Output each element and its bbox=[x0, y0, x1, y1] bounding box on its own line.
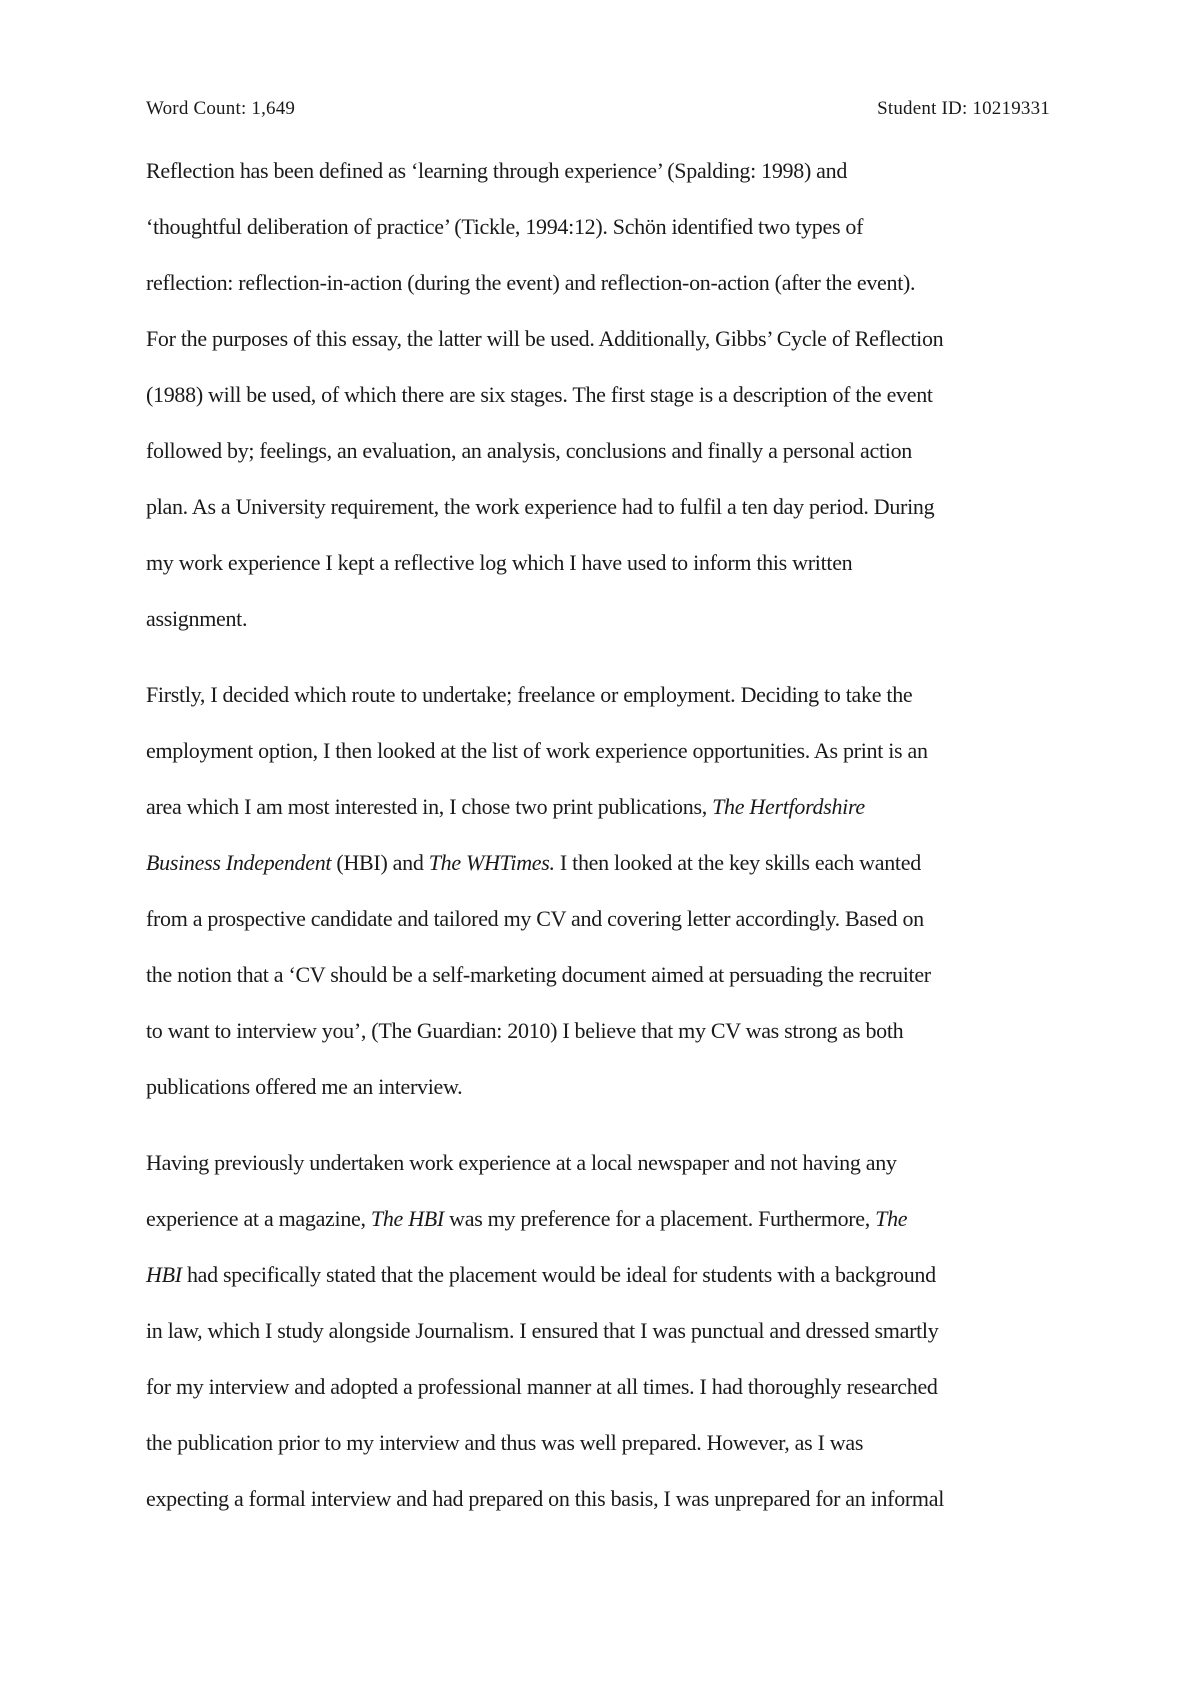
word-count: Word Count: 1,649 bbox=[146, 98, 296, 119]
paragraph-3 bbox=[146, 1135, 1066, 1527]
text-run: I then looked at the key skills each wanted bbox=[554, 850, 921, 875]
text-line: assignment. bbox=[146, 606, 248, 631]
text-line: Firstly, I decided which route to undertake; freelance or employment. Deciding to take the bbox=[146, 682, 913, 707]
paragraph-2 bbox=[146, 667, 1066, 1115]
publication-title: The Hertfordshire bbox=[712, 794, 865, 819]
text-run: was my preference for a placement. Furthermore, bbox=[443, 1206, 870, 1231]
publication-title: The HBI bbox=[370, 1206, 444, 1231]
text-line: in law, which I study alongside Journalism. I ensured that I was punctual and dressed smartly bbox=[146, 1318, 939, 1343]
text-line bbox=[146, 1191, 1066, 1247]
paragraph-gap bbox=[146, 1115, 1066, 1135]
text-line: my work experience I kept a reflective log which I have used to inform this written bbox=[146, 550, 853, 575]
text-line bbox=[146, 835, 1066, 891]
text-line: For the purposes of this essay, the latter will be used. Additionally, Gibbs’ Cycle of Reflection bbox=[146, 326, 944, 351]
essay-body bbox=[146, 143, 1066, 1527]
text-line: from a prospective candidate and tailored my CV and covering letter accordingly. Based on bbox=[146, 906, 924, 931]
text-line: ‘thoughtful deliberation of practice’ (Tickle, 1994:12). Schön identified two types of bbox=[146, 214, 864, 239]
student-id: Student ID: 10219331 bbox=[877, 98, 1050, 119]
text-line: expecting a formal interview and had prepared on this basis, I was unprepared for an informal bbox=[146, 1486, 945, 1511]
text-run: had specifically stated that the placement would be ideal for students with a background bbox=[181, 1262, 936, 1287]
text-line: Having previously undertaken work experience at a local newspaper and not having any bbox=[146, 1150, 897, 1175]
text-run: area which I am most interested in, I chose two print publications, bbox=[146, 794, 707, 819]
text-line: plan. As a University requirement, the work experience had to fulfil a ten day period. During bbox=[146, 494, 935, 519]
text-run: (HBI) and bbox=[331, 850, 429, 875]
text-line bbox=[146, 1247, 1066, 1303]
paragraph-gap bbox=[146, 647, 1066, 667]
text-line bbox=[146, 779, 1066, 835]
text-line: the publication prior to my interview and thus was well prepared. However, as I was bbox=[146, 1430, 864, 1455]
text-line: followed by; feelings, an evaluation, an analysis, conclusions and finally a personal action bbox=[146, 438, 913, 463]
text-run: experience at a magazine, bbox=[146, 1206, 366, 1231]
publication-title: HBI bbox=[146, 1262, 182, 1287]
text-line: Reflection has been defined as ‘learning through experience’ (Spalding: 1998) and bbox=[146, 158, 848, 183]
paragraph-1 bbox=[146, 143, 1066, 647]
text-line: to want to interview you’, (The Guardian: 2010) I believe that my CV was strong as both bbox=[146, 1018, 904, 1043]
text-line: (1988) will be used, of which there are six stages. The first stage is a description of the event bbox=[146, 382, 933, 407]
publication-title: The WHTimes. bbox=[428, 850, 555, 875]
publication-title: Business Independent bbox=[146, 850, 332, 875]
text-line: employment option, I then looked at the list of work experience opportunities. As print is an bbox=[146, 738, 928, 763]
text-line: publications offered me an interview. bbox=[146, 1074, 463, 1099]
text-line: the notion that a ‘CV should be a self-marketing document aimed at persuading the recruiter bbox=[146, 962, 931, 987]
text-line: reflection: reflection-in-action (during the event) and reflection-on-action (after the event). bbox=[146, 270, 916, 295]
publication-title: The bbox=[875, 1206, 908, 1231]
page-header bbox=[146, 98, 1050, 126]
text-line: for my interview and adopted a professional manner at all times. I had thoroughly researched bbox=[146, 1374, 938, 1399]
